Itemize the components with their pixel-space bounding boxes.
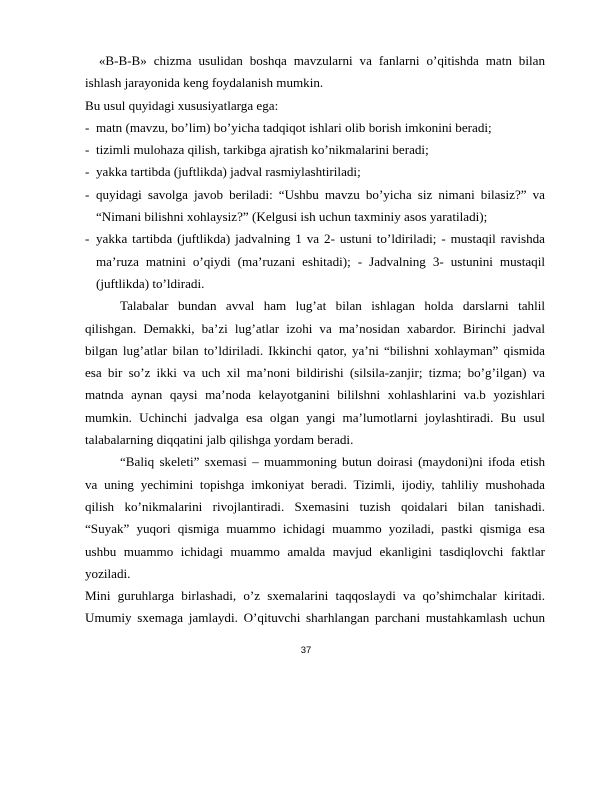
paragraph-line: “Suyak” yuqori qismiga muammo ichidagi muammo yoziladi, pastki qismiga esa [85, 521, 545, 537]
paragraph-line: esa bir so’z ikki va uch xil ma’noni bildirishi (silsila-zanjir; tizma; bo’g’ilgan) va [85, 365, 545, 381]
page-number: 37 [300, 645, 312, 656]
bullet-item [85, 139, 545, 161]
bullet-text: matn (mavzu, bo’lim) bo’yicha tadqiqot ishlari olib borish imkonini beradi; [96, 119, 492, 135]
bullet-text: ma’ruza matnini o’qiydi (ma’ruzani eshitadi); - Jadvalning 3- ustunini mustaqil [96, 253, 545, 269]
bullet-dash: - [85, 119, 90, 135]
bullet-text: yakka tartibda (juftlikda) jadval rasmiylashtiriladi; [96, 164, 361, 180]
bullet-item [85, 228, 545, 250]
bullet-item [85, 161, 545, 183]
paragraph-line: Umumiy sxemaga jamlaydi. O’qituvchi sharhlangan parchani mustahkamlash uchun [85, 610, 545, 626]
paragraph-line: qilish ko’nikmalarini rivojlantiradi. Sxemasini tuzish qoidalari bilan tanishadi. [85, 498, 545, 514]
paragraph-line: talabalarning diqqatini jalb qilishga yordam beradi. [85, 432, 354, 448]
bullet-continuation [85, 273, 545, 295]
paragraph-line: matnda aynan qaysi ma’noda kelayotganini bililshni xohlashlarini va.b yozishlari [85, 387, 545, 403]
intro-line: ishlash jarayonida keng foydalanish mumkin. [85, 75, 324, 91]
bullet-text: “Nimani bilishni xohlaysiz?” (Kelgusi ish uchun taxminiy asos yaratiladi); [96, 209, 488, 225]
paragraph-line: “Baliq skeleti” sxemasi – muammoning butun doirasi (maydoni)ni ifoda etish [120, 454, 545, 470]
bullet-dash: - [85, 142, 90, 158]
bullet-dash: - [85, 231, 90, 247]
paragraph-line: va uning yechimini topishga imkoniyat beradi. Tizimli, ijodiy, tahliliy mushohada [85, 476, 545, 492]
bullet-text: quyidagi savolga javob beriladi: “Ushbu mavzu bo’yicha siz nimani bilasiz?” va [96, 186, 545, 202]
paragraph-line: Talabalar bundan avval ham lug’at bilan ishlagan holda darslarni tahlil [120, 298, 545, 314]
bullet-dash: - [85, 164, 90, 180]
paragraph-line: mumkin. Uchinchi jadvalga esa olgan yangi ma’lumotlarni joylashtiradi. Bu usul [85, 409, 545, 425]
bullet-dash: - [85, 186, 90, 202]
bullet-continuation [85, 251, 545, 273]
bullet-item [85, 117, 545, 139]
paragraph-line: bilgan lug’atlar bilan to’ldiriladi. Ikkinchi qator, ya’ni “bilishni xohlayman” qismida [85, 342, 545, 358]
bullet-text: tizimli mulohaza qilish, tarkibga ajratish ko’nikmalarini beradi; [96, 142, 429, 158]
paragraph-line: yoziladi. [85, 565, 131, 581]
intro-line: «B-B-B» chizma usulidan boshqa mavzularni va fanlarni o’qitishda matn bilan [85, 53, 545, 68]
paragraph-line: ushbu muammo ichidagi muammo amalda mavjud ekanligini tasdiqlovchi faktlar [85, 543, 545, 559]
bullet-continuation [85, 206, 545, 228]
bullet-item [85, 184, 545, 206]
bullet-text: yakka tartibda (juftlikda) jadvalning 1 va 2- ustuni to’ldiriladi; - mustaqil ravishda [96, 231, 545, 247]
paragraph-line: qilishgan. Demakki, ba’zi lug’atlar izohi va ma’nosidan xabardor. Birinchi jadval [85, 320, 545, 336]
paragraph-line: Mini guruhlarga birlashadi, o’z sxemalarini taqqoslaydi va qo’shimchalar kiritadi. [85, 588, 545, 604]
document-page [85, 50, 545, 630]
intro-line: Bu usul quyidagi xususiyatlarga ega: [85, 97, 279, 113]
bullet-text: (juftlikda) to’ldiradi. [96, 275, 205, 291]
